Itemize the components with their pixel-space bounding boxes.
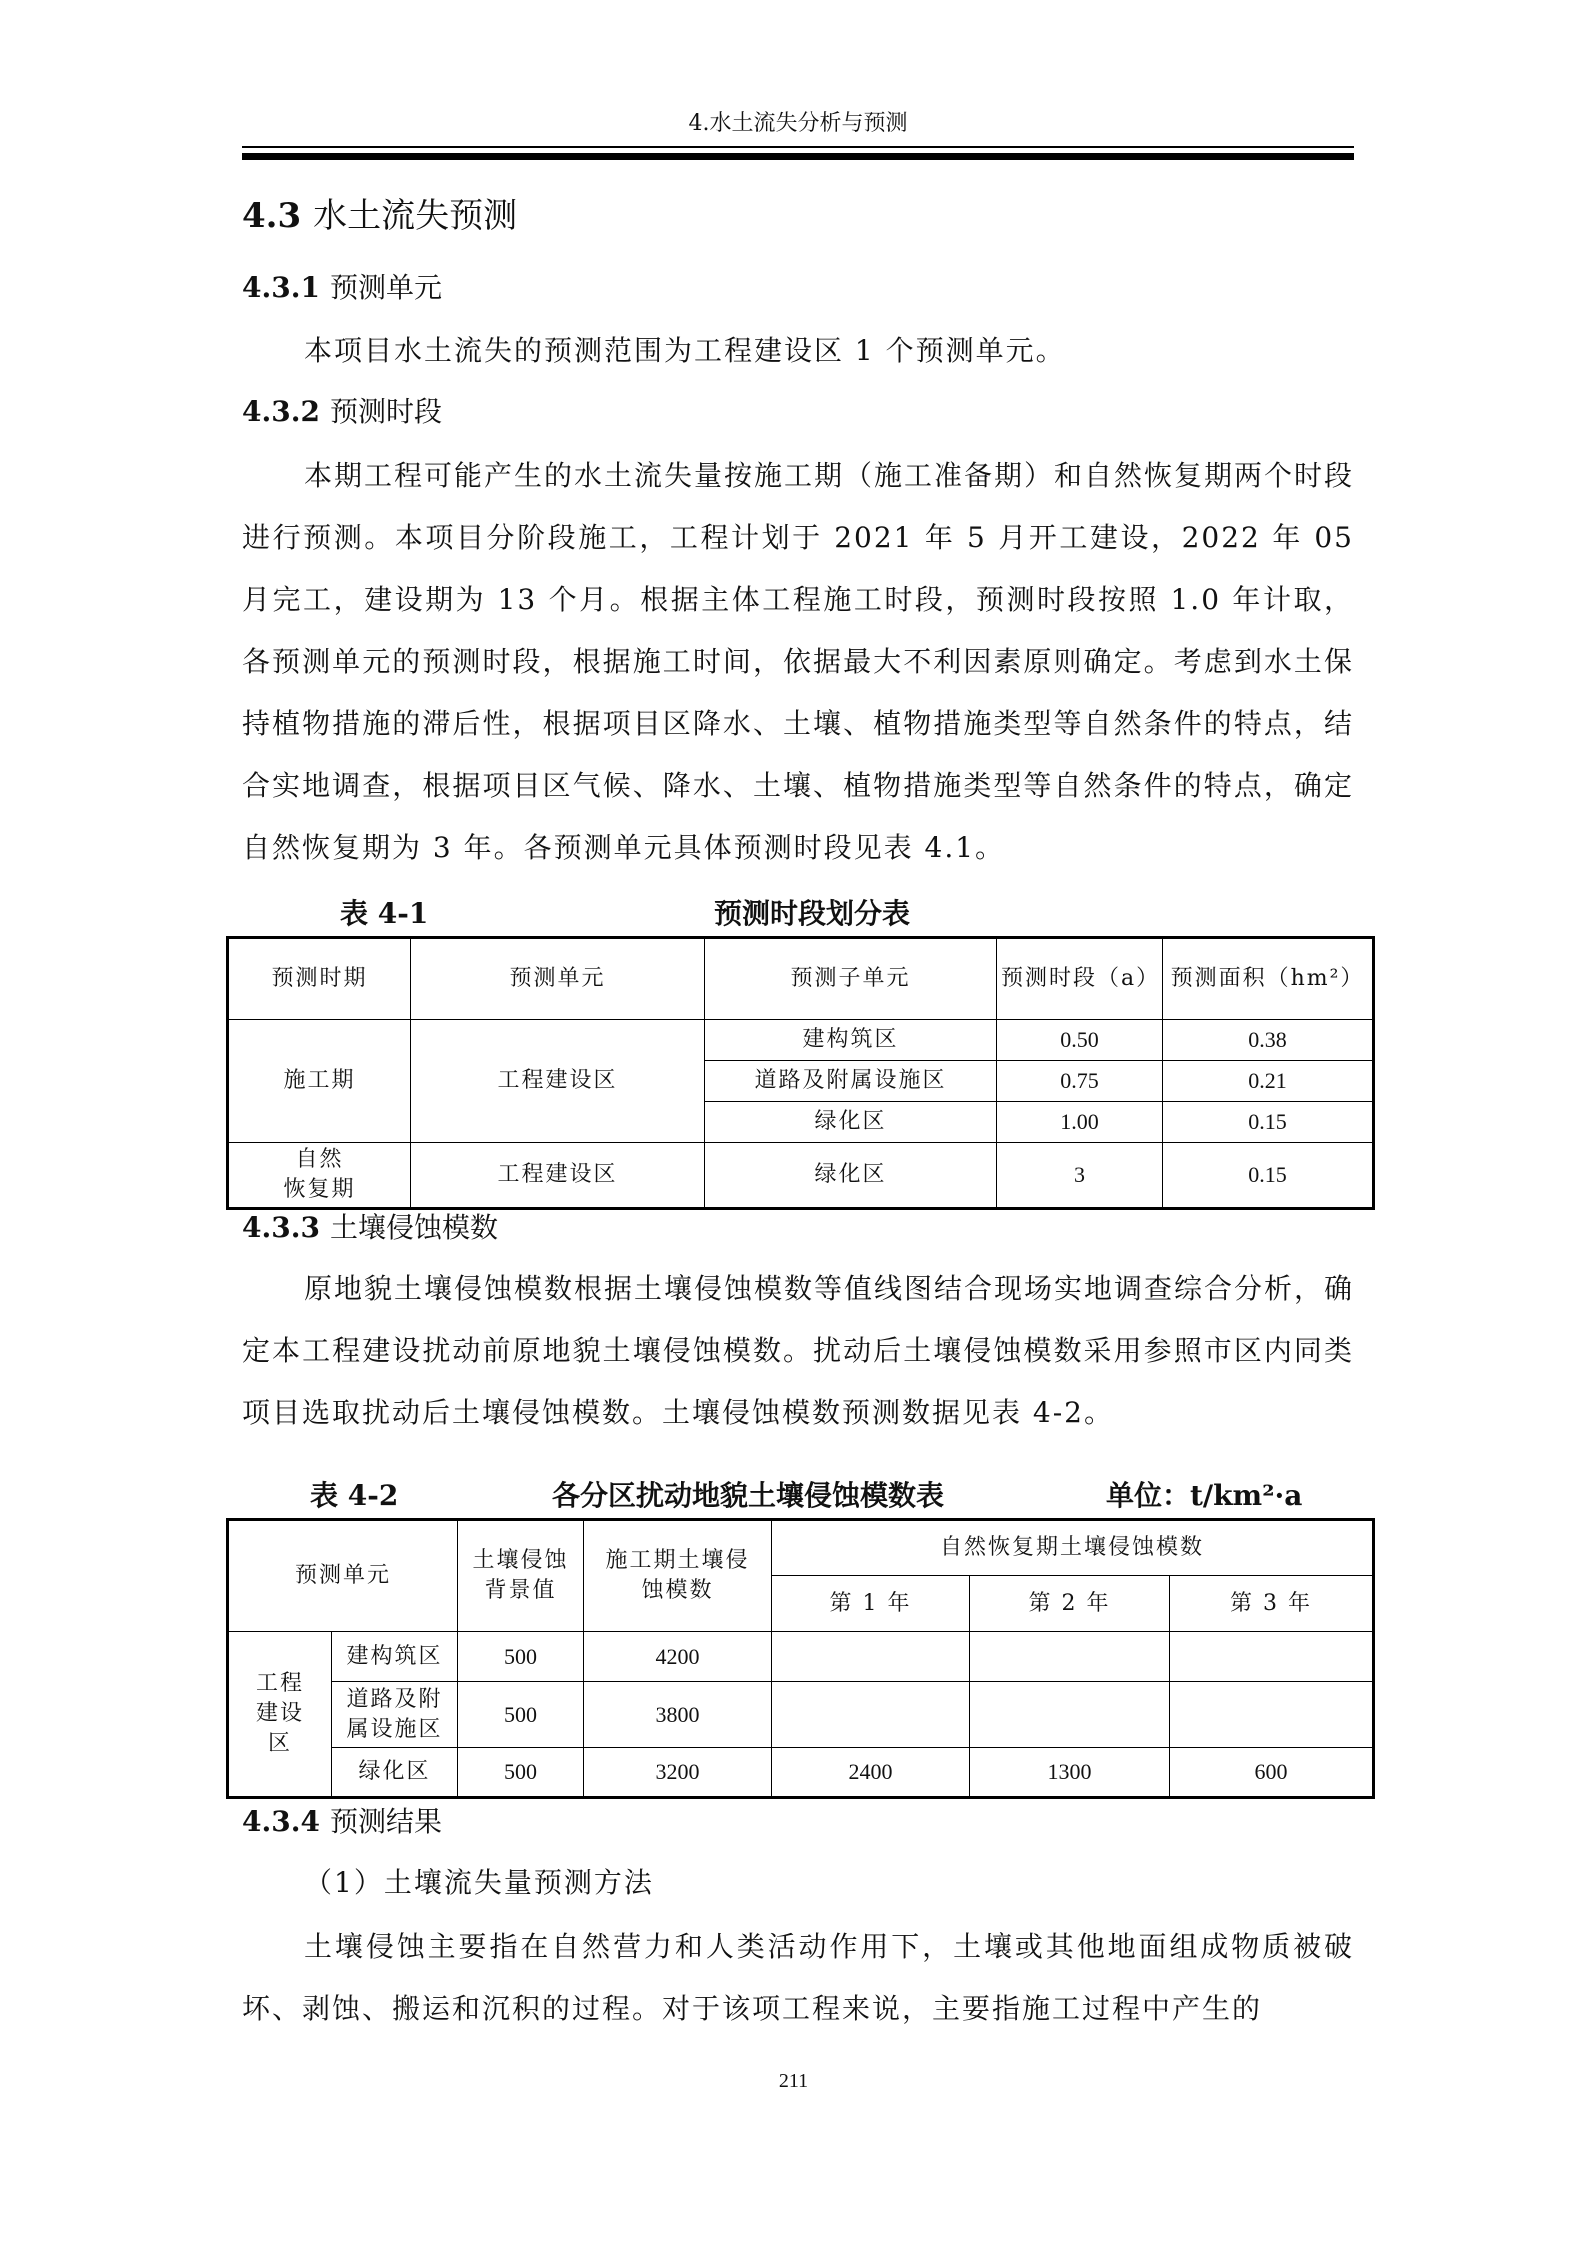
duration-cell: 3 (997, 1143, 1163, 1209)
page-number: 211 (778, 2070, 809, 2092)
construction-cell: 3800 (584, 1682, 772, 1748)
subsection-title: 预测单元 (329, 271, 442, 304)
area-cell: 0.38 (1163, 1020, 1374, 1061)
background-cell: 500 (458, 1682, 584, 1748)
header-line: 土壤侵蚀 (472, 1548, 569, 1573)
year3-cell (1170, 1632, 1374, 1682)
year1-cell (772, 1682, 970, 1748)
paragraph-432: 本期工程可能产生的水土流失量按施工期（施工准备期）和自然恢复期两个时段进行预测。本项目分阶段施工，工程计划于 2021 年 5 月开工建设，2022 年 05 月完工，建设期为 13 个月。根据主体工程施工时段，预测时段按照 1.0 年计取，各预测单元的预测时段，根据施工时间，依据最大不利因素原则确定。考虑到水土保持植物措施的滞后性，根据项目区降水、土壤、植物措施类型等自然条件的特点，结合实地调查，根据项目区气候、降水、土壤、植物措施类型等自然条件的特点，确定自然恢复期为 3 年。各预测单元具体预测时段见表 4.1。 (242, 459, 1355, 864)
sub-unit-cell (332, 1682, 458, 1748)
header-cell: 自然恢复期土壤侵蚀模数 (772, 1520, 1374, 1576)
area-cell: 0.21 (1163, 1061, 1374, 1102)
duration-cell: 0.50 (997, 1020, 1163, 1061)
subsection-title: 预测时段 (329, 395, 442, 428)
running-header: 4.水土流失分析与预测 (688, 111, 908, 136)
sub-unit-cell: 绿化区 (705, 1143, 997, 1209)
area-cell: 0.15 (1163, 1102, 1374, 1143)
table-row (228, 1143, 1374, 1209)
table1-label: 表 4-1 (340, 897, 429, 930)
background-cell: 500 (458, 1632, 584, 1682)
year1-cell: 2400 (772, 1748, 970, 1798)
table-row (228, 1632, 1374, 1682)
table-row (228, 1682, 1374, 1748)
period-line: 恢复期 (283, 1177, 356, 1202)
header-cell: 预测时期 (228, 938, 411, 1020)
period-cell (228, 1143, 411, 1209)
section-title: 水土流失预测 (313, 196, 518, 236)
subsection-title: 土壤侵蚀模数 (329, 1211, 498, 1244)
zone-line: 区 (267, 1731, 292, 1756)
sub-unit-cell: 建构筑区 (332, 1632, 458, 1682)
table-4-1 (226, 936, 1375, 1210)
sub-unit-cell: 绿化区 (332, 1748, 458, 1798)
header-line: 施工期土壤侵 (605, 1548, 750, 1573)
subsection-title: 预测结果 (329, 1805, 442, 1838)
year1-cell (772, 1632, 970, 1682)
table2-title: 各分区扰动地貌土壤侵蚀模数表 (552, 1479, 945, 1512)
table1-title: 预测时段划分表 (714, 897, 911, 930)
header-cell: 预测单元 (411, 938, 705, 1020)
header-cell: 第 3 年 (1170, 1576, 1374, 1632)
unit-cell: 工程建设区 (411, 1020, 705, 1143)
header-cell: 第 1 年 (772, 1576, 970, 1632)
header-cell: 第 2 年 (970, 1576, 1170, 1632)
period-cell: 施工期 (228, 1020, 411, 1143)
header-rule-thick (242, 153, 1354, 160)
background-cell: 500 (458, 1748, 584, 1798)
subsection-number: 4.3.4 (242, 1805, 320, 1838)
paragraph-431: 本项目水土流失的预测范围为工程建设区 1 个预测单元。 (304, 334, 1066, 367)
sub-unit-line: 道路及附 (346, 1686, 443, 1712)
header-cell: 预测时段（a） (997, 938, 1163, 1020)
sub-unit-cell: 道路及附属设施区 (705, 1061, 997, 1102)
list-item-1: （1）土壤流失量预测方法 (304, 1866, 654, 1899)
zone-cell (228, 1632, 332, 1798)
zone-line: 工程 (255, 1671, 304, 1696)
header-cell: 预测子单元 (705, 938, 997, 1020)
sub-unit-cell: 建构筑区 (705, 1020, 997, 1061)
table2-label: 表 4-2 (310, 1479, 399, 1512)
header-cell: 预测面积（hm²） (1163, 938, 1374, 1020)
table-header-row (228, 938, 1374, 1020)
year2-cell: 1300 (970, 1748, 1170, 1798)
sub-unit-line: 属设施区 (346, 1716, 443, 1742)
table2-unit: 单位：t/km²·a (1106, 1479, 1303, 1512)
table-4-2 (226, 1518, 1375, 1799)
sub-unit-cell: 绿化区 (705, 1102, 997, 1143)
header-cell (458, 1520, 584, 1632)
area-cell: 0.15 (1163, 1143, 1374, 1209)
construction-cell: 3200 (584, 1748, 772, 1798)
section-heading (242, 192, 517, 240)
unit-cell: 工程建设区 (411, 1143, 705, 1209)
duration-cell: 1.00 (997, 1102, 1163, 1143)
subsection-heading-433 (242, 1208, 498, 1248)
subsection-number: 4.3.3 (242, 1211, 320, 1244)
table-header-row (228, 1520, 1374, 1576)
zone-line: 建设 (255, 1701, 304, 1726)
duration-cell: 0.75 (997, 1061, 1163, 1102)
subsection-number: 4.3.2 (242, 395, 320, 428)
header-line: 背景值 (484, 1578, 557, 1603)
year3-cell (1170, 1682, 1374, 1748)
period-line: 自然 (295, 1147, 344, 1172)
paragraph-433: 原地貌土壤侵蚀模数根据土壤侵蚀模数等值线图结合现场实地调查综合分析，确定本工程建设扰动前原地貌土壤侵蚀模数。扰动后土壤侵蚀模数采用参照市区内同类项目选取扰动后土壤侵蚀模数。土壤侵蚀模数预测数据见表 4-2。 (242, 1272, 1355, 1429)
table-row (228, 1748, 1374, 1798)
header-rule-thin (242, 146, 1354, 148)
subsection-heading-431 (242, 268, 442, 308)
header-line: 蚀模数 (641, 1578, 714, 1603)
construction-cell: 4200 (584, 1632, 772, 1682)
header-cell (584, 1520, 772, 1632)
subsection-number: 4.3.1 (242, 271, 320, 304)
year3-cell: 600 (1170, 1748, 1374, 1798)
header-cell: 预测单元 (228, 1520, 458, 1632)
year2-cell (970, 1682, 1170, 1748)
table-row (228, 1020, 1374, 1061)
subsection-heading-434 (242, 1802, 442, 1842)
subsection-heading-432 (242, 392, 442, 432)
section-number: 4.3 (242, 196, 302, 236)
year2-cell (970, 1632, 1170, 1682)
paragraph-434: 土壤侵蚀主要指在自然营力和人类活动作用下，土壤或其他地面组成物质被破坏、剥蚀、搬运和沉积的过程。对于该项工程来说，主要指施工过程中产生的 (242, 1930, 1354, 2025)
